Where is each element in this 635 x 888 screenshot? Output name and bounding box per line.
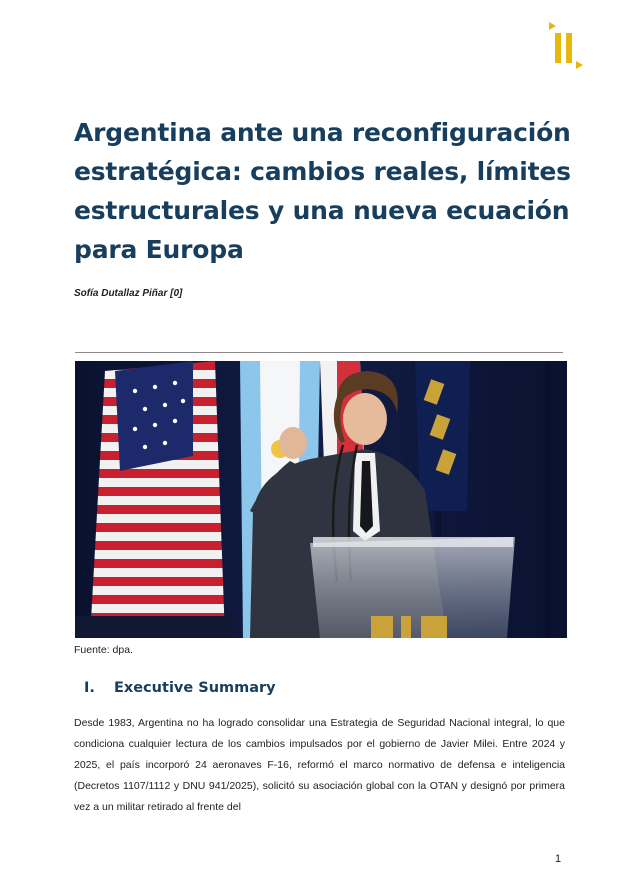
publisher-logo-icon <box>547 20 585 70</box>
divider <box>75 352 563 353</box>
figure-caption: Fuente: dpa. <box>74 644 133 656</box>
document-title: Argentina ante una reconfiguración estratégica: cambios reales, límites estructurales y una nueva ecuación para Europa <box>74 118 571 264</box>
section-heading <box>84 680 276 696</box>
section-number: I. <box>84 680 95 696</box>
body-paragraph: Desde 1983, Argentina no ha logrado consolidar una Estrategia de Seguridad Nacional integral, lo que condiciona cualquier lectura de los cambios impulsados por el gobierno de Javier Milei. Entre 2024 y 2025, el país incorporó 24 aeronaves F-16, reformó el marco normativo de defensa e inteligencia (Decretos 1107/1112 y DNU 941/2025), solicitó su asociación global con la OTAN y designó por primera vez a un militar retirado al frente del <box>74 717 565 813</box>
speaker-at-podium-photo <box>75 361 567 638</box>
page-number: 1 <box>555 853 562 865</box>
author-line: Sofía Dutallaz Piñar [0] <box>74 288 183 299</box>
section-title: Executive Summary <box>114 680 276 696</box>
